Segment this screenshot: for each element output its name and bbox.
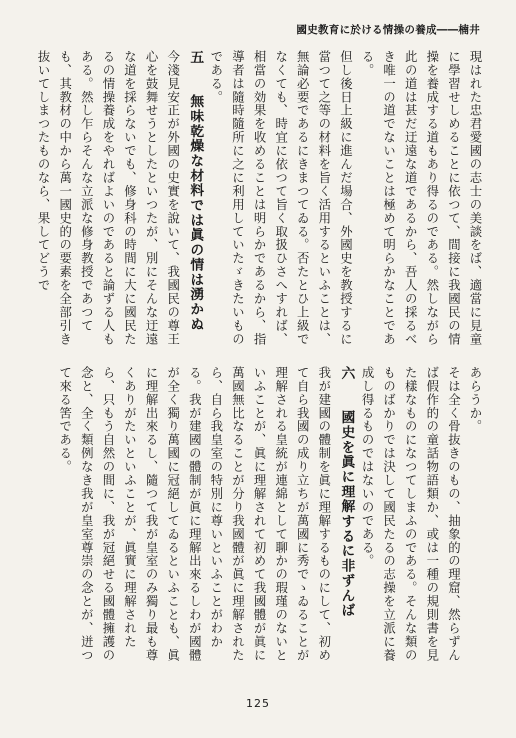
section-heading-6 <box>335 366 357 666</box>
section-number: 六 <box>338 366 355 381</box>
page-number: 125 <box>246 697 270 710</box>
paragraph: あらうか。 <box>468 366 483 434</box>
upper-text-block <box>26 50 486 350</box>
paragraph: そは全く骨抜きのもの、抽象的の理窟、然らずんば假作的の童話物語類か、或は一種の規則書を見た樣なものになつてしまふのである。そんな類のものばかりでは決して國民たるの志操を立派に養成し得るものではないのである。 <box>360 366 462 662</box>
section-heading-5 <box>184 50 206 350</box>
section-title: 無味乾燥な材料では眞の情は湧かぬ <box>187 93 204 332</box>
paragraph: 我が建國の體制を眞に理解するものにして、初めて自ら我國の成り立ちが萬國に秀でゝゐることが理解される皇統が連綿として聊かの瑕瑾のないといふことが、眞に理解されて初めて我國體が眞に萬國無比なることが分り我國體が眞に理解されたら、自ら我皇室の特別に尊いといふことがわかる。我が建國の體制が眞に理解出來るしわが國體が全く獨り萬國に冠絕してゐるといふことも、眞に理解出來るし、隨つて我が皇室のみ獨り最も尊くありがたいといふことが、眞實に理解されたら、只もう自然の間に、我が冠絕せる國體擁護の念と、全く類例なき我が皇室尊崇の念とが、迸つて來る筈である。 <box>57 366 332 662</box>
lower-text-block <box>26 366 486 666</box>
paragraph: 現はれた忠君愛國の志士の美談をば、適當に見童に學習せしめることに依つて、間接に我國民の情操を養成する道もあり得るのである。然しながら此の道は甚だ迂遠な道であるから、吾人の採るべき唯一の道でないことは極めて明らかなことである。 <box>360 50 483 346</box>
running-title: 國史教育に於ける情操の養成――楠井 <box>296 24 480 36</box>
section-number: 五 <box>187 50 204 65</box>
paragraph: 但し後日上級に進んだ場合、外國史を教授するに當つて之等の材料を旨く活用するといふことは、無論必要であるにきまつてゐる。否たとひ上級でなくても、時宜に依つて旨く取扱ひさへすれば、相當の効果を收めることは明らかであるから、指導者は隨時隨所に之に利用していたゞきたいものである。 <box>208 50 354 346</box>
section-title: 國史を眞に理解するに非ずんば <box>338 409 355 618</box>
paragraph: 今淺見安正が外國の史實を說いて、我國民の尊王心を鼓舞せうとしたといつたが、別にそんな迂遠な道を採らないでも、修身科の時間に大に國民たるの情操養成をやればよいのであると論ずる人もある。然し乍らそんな立派な修身教授であつても、其教材の中から萬一國史的の要素を全部引き抜いてしまつたものなら、果してどうで <box>36 50 181 346</box>
